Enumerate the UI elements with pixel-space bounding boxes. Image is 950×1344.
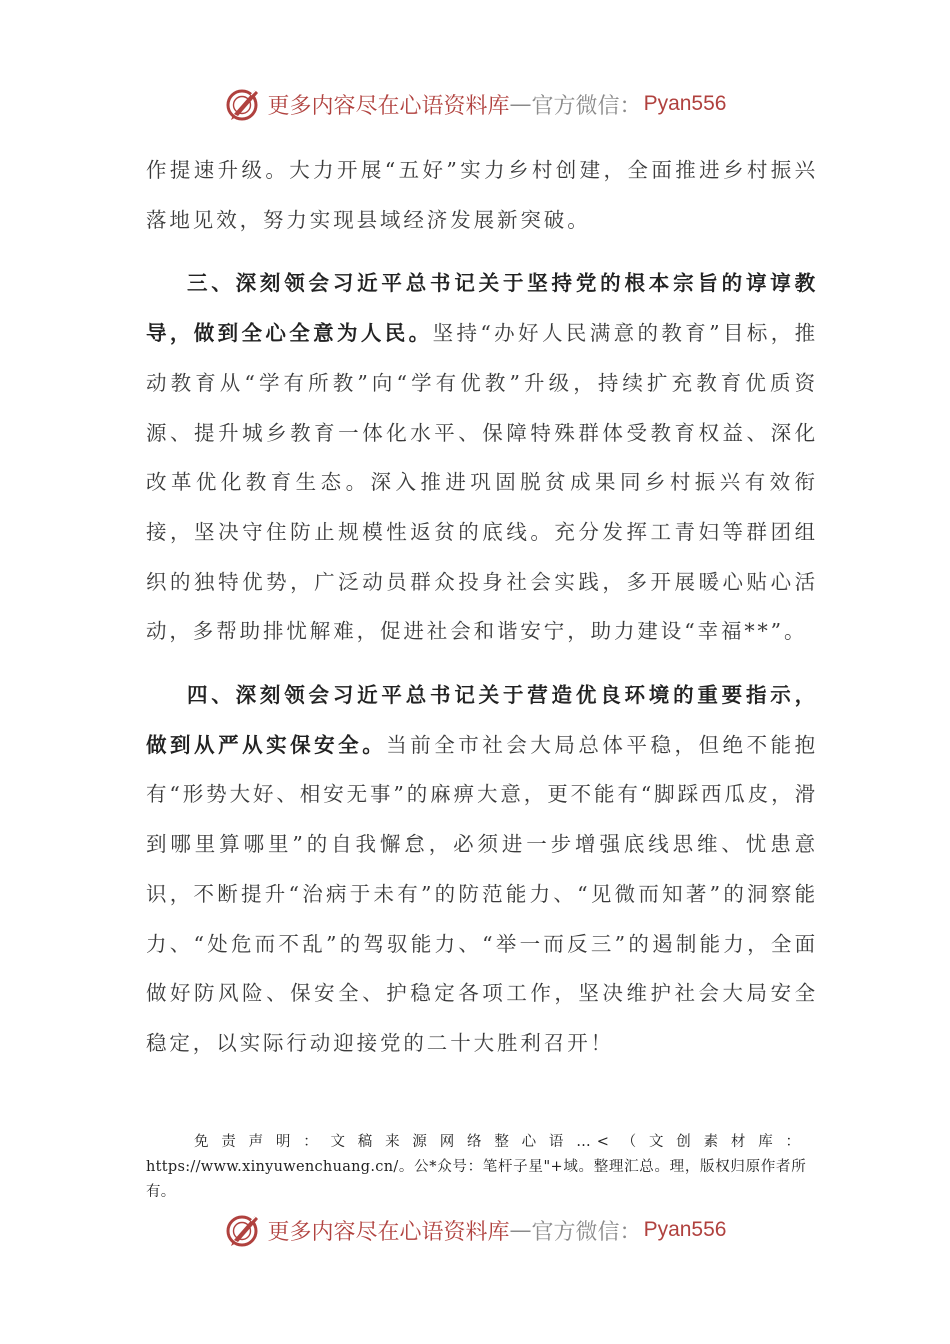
section-three-text: 坚持“办好人民满意的教育”目标，推动教育从“学有所教”向“学有优教”升级，持续扩充教育优质资源、提升城乡教育一体化水平、保障特殊群体受教育权益、深化改革优化教育生态。深入推进巩固脱贫成果同乡村振兴有效衔接，坚决守住防止规模性返贫的底线。充分发挥工青妇等群团组织的独特优势，广泛动员群众投身社会实践，多开展暖心贴心活动，多帮助排忧解难，促进社会和谐安宁，助力建设“幸福**”。 xyxy=(146,321,818,644)
disclaimer-lead: 免责声明：文稿来源网络整心语…<（文创素材库： xyxy=(194,1134,806,1150)
section-four-text: 当前全市社会大局总体平稳，但绝不能抱有“形势大好、相安无事”的麻痹大意，更不能有“脚踩西瓜皮，滑到哪里算哪里”的自我懈怠，必须进一步增强底线思维、忧患意识，不断提升“治病于未有”的防范能力、“见微而知著”的洞察能力、“处危而不乱”的驾驭能力、“举一而反三”的遏制能力，全面做好防风险、保安全、护稳定各项工作，坚决维护社会大局安全稳定，以实际行动迎接党的二十大胜利召开！ xyxy=(146,732,819,1055)
section-four-heading: 四、深刻领会习近平总书记关于营造优良环境的重要指示，做到从严从实保安全。 xyxy=(146,683,818,757)
header-separator: — xyxy=(509,91,532,117)
paragraph-section-three xyxy=(146,259,818,657)
footer-separator: — xyxy=(509,1217,532,1243)
footer-banner xyxy=(0,1208,950,1252)
footer-wechat-id: Pyan556 xyxy=(643,1218,727,1241)
header-subtitle: 官方微信： xyxy=(531,93,642,119)
document-body xyxy=(146,146,818,1069)
header-banner xyxy=(0,82,950,126)
header-wechat-id: Pyan556 xyxy=(643,92,727,115)
paragraph-continuation: 作提速升级。大力开展“五好”实力乡村创建，全面推进乡村振兴落地见效，努力实现县域经济发展新突破。 xyxy=(146,158,818,232)
footer-title: 更多内容尽在心语资料库 xyxy=(267,1219,510,1245)
header-title: 更多内容尽在心语资料库 xyxy=(267,93,510,119)
disclaimer-text: https://www.xinyuwenchuang.cn/。公*众号：笔杆子星"+域。整理汇总。理，版权归原作者所有。 xyxy=(146,1159,806,1200)
section-three-heading: 三、深刻领会习近平总书记关于坚持党的根本宗旨的谆谆教导，做到全心全意为人民。 xyxy=(146,271,818,346)
quill-pen-seal-icon xyxy=(224,1210,264,1250)
disclaimer xyxy=(146,1130,806,1205)
paragraph-section-four xyxy=(146,671,818,1069)
quill-pen-seal-icon xyxy=(224,84,264,124)
footer-subtitle: 官方微信： xyxy=(531,1219,642,1245)
